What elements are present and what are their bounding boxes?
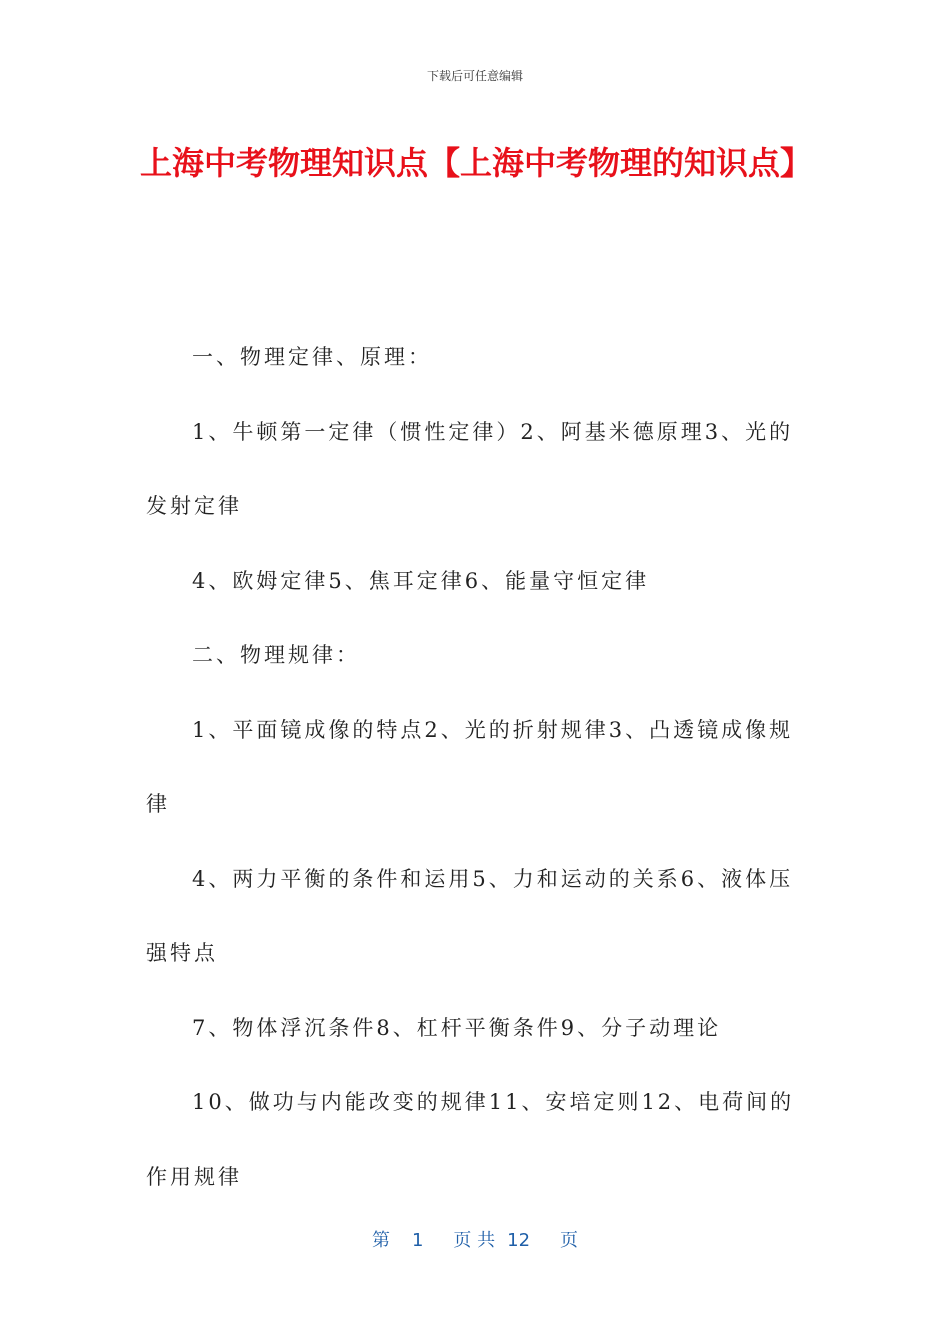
page-footer — [0, 1226, 950, 1252]
page-number: 1 — [411, 1230, 424, 1251]
document-body — [146, 320, 806, 1214]
body-paragraph: 1、牛顿第一定律（惯性定律）2、阿基米德原理3、光的发射定律 — [146, 419, 794, 518]
section-heading-rules: 二、物理规律： — [192, 643, 360, 667]
body-paragraph: 1、平面镜成像的特点2、光的折射规律3、凸透镜成像规律 — [146, 717, 794, 816]
body-paragraph: 7、物体浮沉条件8、杠杆平衡条件9、分子动理论 — [192, 1015, 722, 1040]
page-prefix: 第 — [371, 1230, 390, 1251]
body-paragraph: 4、两力平衡的条件和运用5、力和运动的关系6、液体压强特点 — [146, 866, 794, 965]
total-pages: 12 — [507, 1230, 531, 1251]
page-suffix: 页 — [560, 1230, 579, 1251]
body-paragraph: 10、做功与内能改变的规律11、安培定则12、电荷间的作用规律 — [146, 1090, 795, 1189]
body-paragraph: 4、欧姆定律5、焦耳定律6、能量守恒定律 — [192, 568, 650, 593]
section-heading-laws: 一、物理定律、原理： — [192, 345, 432, 369]
page-mid: 页 共 — [453, 1230, 496, 1251]
header-note: 下载后可任意编辑 — [426, 69, 523, 83]
document-title: 上海中考物理知识点【上海中考物理的知识点】 — [140, 144, 813, 182]
